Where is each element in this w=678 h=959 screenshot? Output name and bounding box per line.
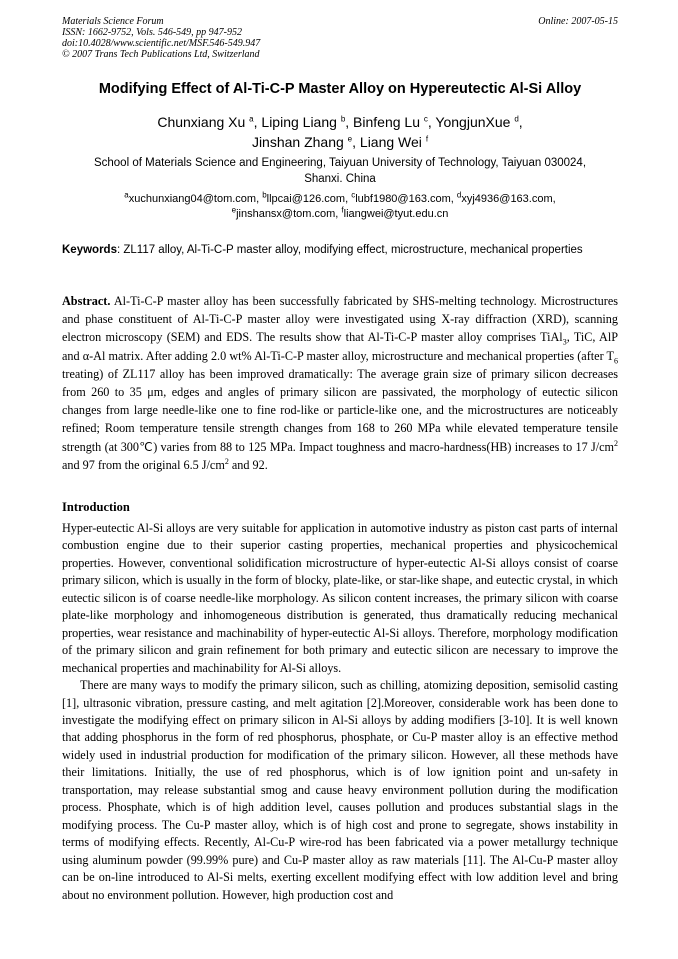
keywords-text: : ZL117 alloy, Al-Ti-C-P master alloy, modifying effect, microstructure, mechanical properties [116,244,583,256]
paragraph: There are many ways to modify the primary silicon, such as chilling, atomizing deposition, semisolid casting [1], ultrasonic vibration, pressure casting, and melt agitation [2].Moreover, considerable work has been done to investigate the modifying effect on primary silicon in Al-Si alloys by adding modifiers [3-10]. It is well known that adding phosphorus in the form of red phosphorus, phosphate, or Cu-P master alloy is an effective method widely used in industrial production for modification of the primary silicon. However, all these methods have their limitations. Initially, the use of red phosphorus, which is of low ignition point and un-safety in transportation, may release substantial smog and cause heavy environment pollution during the modification process. Phosphate, which is of high addition level, causes pollution and produces substantial slags in the modifying process. The Cu-P master alloy, which is of high cost and prone to segregate, shows instability in terms of modifying effects. Recently, Al-Cu-P wire-rod has been fabricated via a power metallurgy technique using aluminum powder (99.99% pure) and Cu-P master alloy as raw materials [11]. The Al-Cu-P master alloy can be on-line introduced to Al-Si melts, exerting excellent modifying effect with low addition level and bring about no environment pollution. However, high production cost and [62,678,618,902]
affiliation-line-1: School of Materials Science and Engineering, Taiyuan University of Technology, Taiyuan 030024, [93,157,587,169]
online-date: Online: 2007-05-15 [538,16,618,27]
email-address[interactable]: $^b$llpcai@126.com, [262,190,352,205]
issn-line: ISSN: 1662-9752, Vols. 546-549, pp 947-952 [62,27,242,38]
author: Liang Wei $^f$ [359,134,429,150]
email-list [62,192,618,222]
journal-header [62,16,618,60]
paragraph: Hyper-eutectic Al-Si alloys are very suitable for application in automotive industry as piston cast parts of internal combustion engine due to their superior casting properties, mechanical properties and physicochemical properties. However, conventional solidification microstructure of hyper-eutectic Al-Si alloys consist of coarse primary silicon, which is usually in the form of blocky, plate-like, or star-like shape, and eutectic crystal, in which eutectic silicon is of coarse needle-like morphology. As silicon content increases, the primary silicon with coarse plate-like morphology and inhomogeneous distribution is generated, thus dramatically reducing mechanical properties, wear resistance and machinability of hyper-eutectic Al-Si alloys. Therefore, morphology modification of the primary silicon and grain refinement for both primary and eutectic silicon are necessary to improve the mechanical properties and machinability for Al-Si alloys. [62,521,618,675]
copyright-line: © 2007 Trans Tech Publications Ltd, Switzerland [62,49,260,60]
author: Liping Liang $^b$, [261,114,354,130]
author: Jinshan Zhang $^e$, [251,134,360,150]
abstract-label: Abstract. [62,294,111,308]
email-address[interactable]: $^f$liangwei@tyut.edu.cn [341,205,449,220]
email-address[interactable]: $^c$lubf1980@163.com, [351,190,457,205]
email-address[interactable]: $^e$jinshansx@tom.com, [231,205,342,220]
email-address[interactable]: $^d$xyj4936@163.com, [456,190,556,205]
paper-title: Modifying Effect of Al-Ti-C-P Master Alloy on Hypereutectic Al-Si Alloy [98,81,582,97]
keywords [62,243,618,258]
author-list [62,112,618,152]
keywords-label: Keywords [62,244,117,256]
doi-line: doi:10.4028/www.scientific.net/MSF.546-549.947 [62,38,261,49]
introduction-body [62,520,618,904]
author: YongjunXue $^d$, [435,114,523,130]
author: Binfeng Lu $^c$, [353,114,436,130]
abstract: Abstract. Al-Ti-C-P master alloy has been successfully fabricated by SHS-melting technology. Microstructures and phase constituent of Al-Ti-C-P master alloy were investigated using X-ray diffraction (XRD), scanning electron microscopy (SEM) and EDS. The results show that Al-Ti-C-P master alloy comprises TiAl$_3$, TiC, AlP and α-Al matrix. After adding 2.0 wt% Al-Ti-C-P master alloy, microstructure and mechanical properties (after $T_6$ treating) of ZL117 alloy has been improved dramatically: The average grain size of primary silicon decreases from 260 to 35 μm, edges and angles of primary silicon are passivated, the morphology of eutectic silicon changes from large needle-like one to fine rod-like or particle-like one, and the microstructures are noticeably refined; Room temperature tensile strength changes from 168 to 260 MPa while elevated temperature tensile strength (at 300℃) varies from 88 to 125 MPa. Impact toughness and macro-hardness(HB) increases to 17 $J/cm^2$ and 97 from the original 6.5 $J/cm^2$ and 92. [62,294,618,472]
affiliation [62,155,618,187]
journal-name: Materials Science Forum [62,16,164,27]
email-address[interactable]: $^a$xuchunxiang04@tom.com, [124,190,263,205]
author: Chunxiang Xu $^a$, [157,114,262,130]
section-heading-introduction: Introduction [62,500,130,514]
affiliation-line-2: Shanxi. China [304,173,376,185]
